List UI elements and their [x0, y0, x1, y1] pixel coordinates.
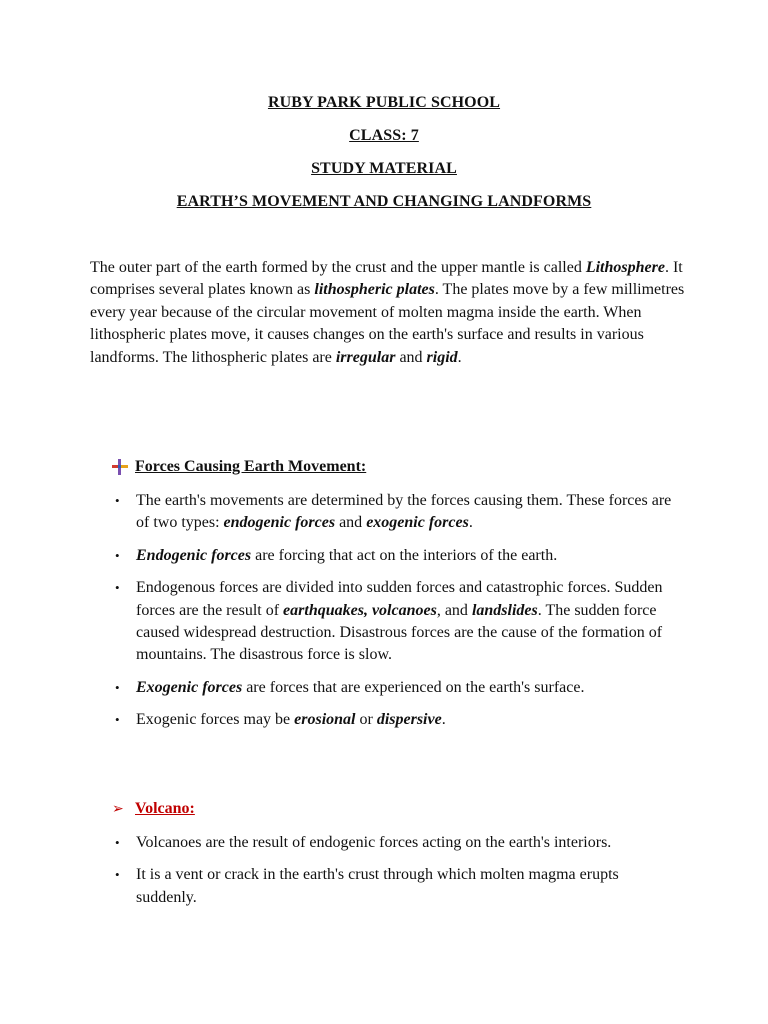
intro-text: and — [395, 348, 427, 366]
list-item — [0, 545, 676, 567]
item-text: and — [335, 514, 367, 532]
intro-text: . — [457, 348, 462, 366]
term-dispersive: dispersive — [376, 711, 442, 729]
study-material-label: STUDY MATERIAL — [311, 160, 457, 177]
term-irregular: irregular — [335, 348, 396, 366]
forces-title-label: Forces Causing Earth Movement: — [135, 458, 367, 475]
forces-section-title — [112, 458, 366, 476]
term-exogenic-forces: exogenic forces — [366, 514, 469, 532]
bullet-icon: • — [115, 679, 120, 695]
bullet-icon: • — [115, 867, 120, 883]
item-text: are forcing that act on the interiors of the earth. — [251, 546, 558, 564]
bullet-icon: • — [115, 712, 120, 728]
topic-title: EARTH’S MOVEMENT AND CHANGING LANDFORMS — [176, 193, 592, 210]
bullet-icon: • — [115, 580, 120, 596]
list-item — [0, 864, 676, 909]
item-text: Volcanoes are the result of endogenic forces acting on the earth's interiors. — [136, 834, 612, 851]
item-text: , and — [436, 601, 472, 619]
term-erosional: erosional — [294, 711, 356, 729]
term-earthquakes-volcanoes: earthquakes, volcanoes — [283, 601, 437, 619]
item-text: It is a vent or crack in the earth's crust through which molten magma erupts suddenly. — [136, 866, 619, 906]
forces-list — [0, 490, 768, 732]
four-color-plus-icon — [112, 459, 128, 475]
list-item — [0, 577, 676, 667]
item-text: Endogenous forces are divided into sudden forces and catastrophic forces. Sudden forces are the result of — [136, 579, 663, 619]
term-landslides: landslides — [471, 601, 538, 619]
list-item — [0, 490, 676, 535]
term-endogenic-forces: endogenic forces — [223, 514, 336, 532]
item-text: The earth's movements are determined by the forces causing them. These forces are of two types: — [136, 492, 672, 532]
item-text: Exogenic forces may be — [136, 711, 295, 729]
intro-text: . It comprises several plates known as — [90, 259, 683, 299]
item-text: . The sudden force caused widespread destruction. Disastrous forces are the cause of the formation of mountains. The disastrous force is slow. — [136, 601, 663, 664]
list-item — [0, 709, 676, 731]
term-rigid: rigid — [426, 348, 458, 366]
arrow-bullet-icon: ➢ — [112, 801, 124, 817]
list-item — [0, 832, 676, 854]
term-lithospheric-plates: lithospheric plates — [314, 281, 435, 299]
item-text: or — [355, 711, 377, 729]
intro-text: The outer part of the earth formed by the crust and the upper mantle is called — [90, 259, 586, 276]
bullet-icon: • — [115, 547, 120, 563]
item-text: . — [468, 514, 473, 532]
intro-text: . The plates move by a few millimetres every year because of the circular movement of molten magma inside the earth. When lithospheric plates move, it causes changes on the earth's surface and results in various landforms. The lithospheric plates are — [90, 281, 685, 366]
volcano-title-label: Volcano: — [135, 800, 195, 817]
item-text: are forces that are experienced on the earth's surface. — [242, 678, 585, 696]
term-lithosphere: Lithosphere — [585, 259, 665, 276]
bullet-icon: • — [115, 835, 120, 850]
list-item — [0, 677, 676, 699]
term-exogenic-forces: Exogenic forces — [136, 678, 243, 696]
school-name: RUBY PARK PUBLIC SCHOOL — [267, 94, 501, 111]
bullet-icon: • — [115, 493, 120, 508]
volcano-section-title — [112, 800, 195, 818]
class-label: CLASS: 7 — [349, 127, 419, 144]
volcano-list — [0, 832, 768, 909]
term-endogenic-forces: Endogenic forces — [136, 546, 252, 564]
item-text: . — [441, 711, 446, 729]
intro-paragraph — [90, 257, 690, 369]
